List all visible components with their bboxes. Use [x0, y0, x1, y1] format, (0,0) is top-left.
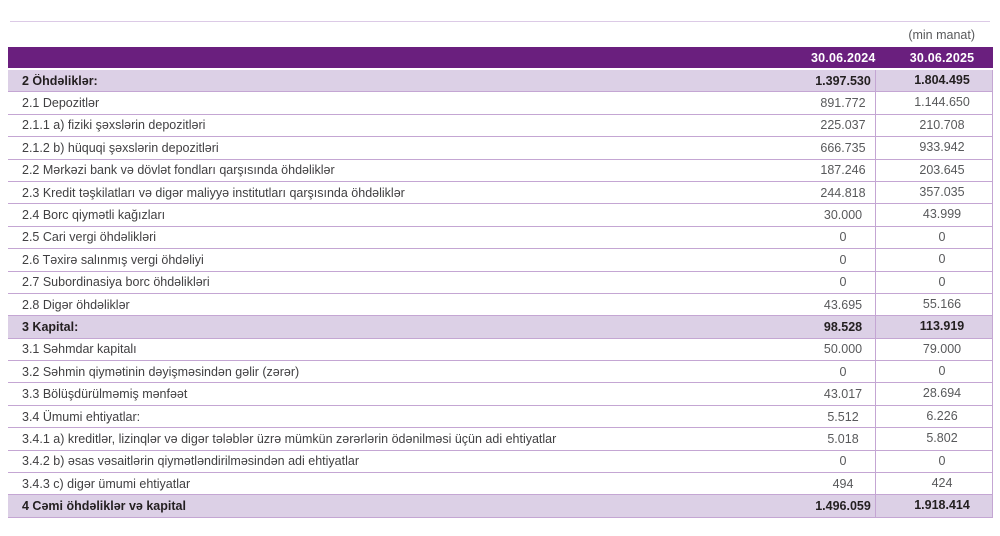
row-label: 3 Kapital:: [22, 319, 79, 334]
row-value-2024: 494: [832, 476, 854, 491]
unit-note: (min manat): [908, 28, 975, 42]
table-header-row: [8, 47, 993, 70]
table-row: [8, 92, 993, 114]
table-row: [8, 339, 993, 361]
row-value-2025: 1.144.650: [875, 92, 993, 113]
table-row: [8, 428, 993, 450]
row-label: 2.7 Subordinasiya borc öhdəlikləri: [22, 275, 210, 290]
row-value-2024: 0: [839, 230, 847, 245]
row-value-2024: 0: [839, 454, 847, 469]
table-row: [8, 115, 993, 137]
row-value-2024: 0: [839, 252, 847, 267]
row-label: 3.3 Bölüşdürülməmiş mənfəət: [22, 387, 188, 402]
column-header-2024: 30.06.2024: [811, 50, 876, 65]
row-label: 2.1.2 b) hüquqi şəxslərin depozitləri: [22, 140, 219, 155]
row-value-2025: 79.000: [875, 339, 993, 360]
row-label: 2.2 Mərkəzi bank və dövlət fondları qarşısında öhdəliklər: [22, 163, 335, 178]
table-row: [8, 495, 993, 517]
row-value-2024: 187.246: [820, 163, 866, 178]
row-value-2025: 113.919: [875, 316, 993, 337]
row-value-2025: 0: [875, 451, 993, 472]
table-row: [8, 249, 993, 271]
table-row: [8, 316, 993, 338]
row-value-2024: 1.496.059: [815, 499, 871, 514]
row-value-2025: 0: [875, 272, 993, 293]
row-value-2025: 424: [875, 473, 993, 494]
row-label: 2.3 Kredit təşkilatları və digər maliyyə institutları qarşısında öhdəliklər: [22, 185, 405, 200]
row-value-2025: 357.035: [875, 182, 993, 203]
table-row: [8, 451, 993, 473]
table-body: [8, 70, 993, 518]
row-label: 3.4.1 a) kreditlər, lizinqlər və digər tələblər üzrə mümkün zərərlərin ödənilməsi üçün adi ehtiyatlar: [22, 431, 557, 446]
row-value-2025: 203.645: [875, 160, 993, 181]
table-row: [8, 137, 993, 159]
row-label: 3.4 Ümumi ehtiyatlar:: [22, 409, 141, 424]
row-value-2024: 666.735: [820, 140, 866, 155]
row-value-2024: 1.397.530: [815, 73, 871, 88]
row-value-2024: 244.818: [820, 185, 866, 200]
row-label: 3.2 Səhmin qiymətinin dəyişməsindən gəlir (zərər): [22, 364, 300, 379]
table-row: [8, 227, 993, 249]
top-divider-line: [10, 21, 990, 22]
table-row: [8, 361, 993, 383]
row-label: 2.1.1 a) fiziki şəxslərin depozitləri: [22, 118, 206, 133]
row-value-2024: 225.037: [820, 118, 866, 133]
row-value-2024: 30.000: [823, 208, 863, 223]
row-value-2025: 1.918.414: [875, 495, 993, 516]
row-value-2024: 0: [839, 364, 847, 379]
row-value-2025: 55.166: [875, 294, 993, 315]
row-value-2025: 28.694: [875, 383, 993, 404]
row-value-2024: 5.512: [827, 409, 859, 424]
row-value-2024: 43.017: [823, 387, 863, 402]
row-value-2025: 6.226: [875, 406, 993, 427]
row-label: 2.8 Digər öhdəliklər: [22, 297, 130, 312]
row-value-2025: 933.942: [875, 137, 993, 158]
row-value-2025: 5.802: [875, 428, 993, 449]
row-value-2024: 0: [839, 275, 847, 290]
row-label: 3.4.2 b) əsas vəsaitlərin qiymətləndirilməsindən adi ehtiyatlar: [22, 454, 359, 469]
table-row: [8, 294, 993, 316]
balance-sheet-table: [8, 47, 993, 518]
row-value-2025: 0: [875, 249, 993, 270]
table-row: [8, 383, 993, 405]
row-value-2025: 210.708: [875, 115, 993, 136]
row-value-2024: 98.528: [823, 319, 863, 334]
row-label: 2.4 Borc qiymətli kağızları: [22, 208, 166, 223]
row-value-2025: 0: [875, 227, 993, 248]
row-value-2025: 43.999: [875, 204, 993, 225]
table-row: [8, 182, 993, 204]
row-label: 2.6 Təxirə salınmış vergi öhdəliyi: [22, 252, 204, 267]
row-label: 2.5 Cari vergi öhdəlikləri: [22, 230, 157, 245]
table-row: [8, 272, 993, 294]
row-value-2024: 891.772: [820, 96, 866, 111]
table-row: [8, 406, 993, 428]
table-row: [8, 70, 993, 92]
row-value-2025: 1.804.495: [875, 70, 993, 91]
column-header-2025: 30.06.2025: [909, 50, 975, 65]
row-value-2025: 0: [875, 361, 993, 382]
row-label: 4 Cəmi öhdəliklər və kapital: [22, 499, 186, 514]
row-value-2024: 50.000: [823, 342, 863, 357]
table-row: [8, 473, 993, 495]
row-label: 2 Öhdəliklər:: [22, 73, 98, 88]
table-row: [8, 160, 993, 182]
row-label: 3.1 Səhmdar kapitalı: [22, 342, 137, 357]
table-row: [8, 204, 993, 226]
row-label: 2.1 Depozitlər: [22, 96, 100, 111]
row-value-2024: 43.695: [823, 297, 863, 312]
row-label: 3.4.3 c) digər ümumi ehtiyatlar: [22, 476, 191, 491]
row-value-2024: 5.018: [827, 431, 859, 446]
